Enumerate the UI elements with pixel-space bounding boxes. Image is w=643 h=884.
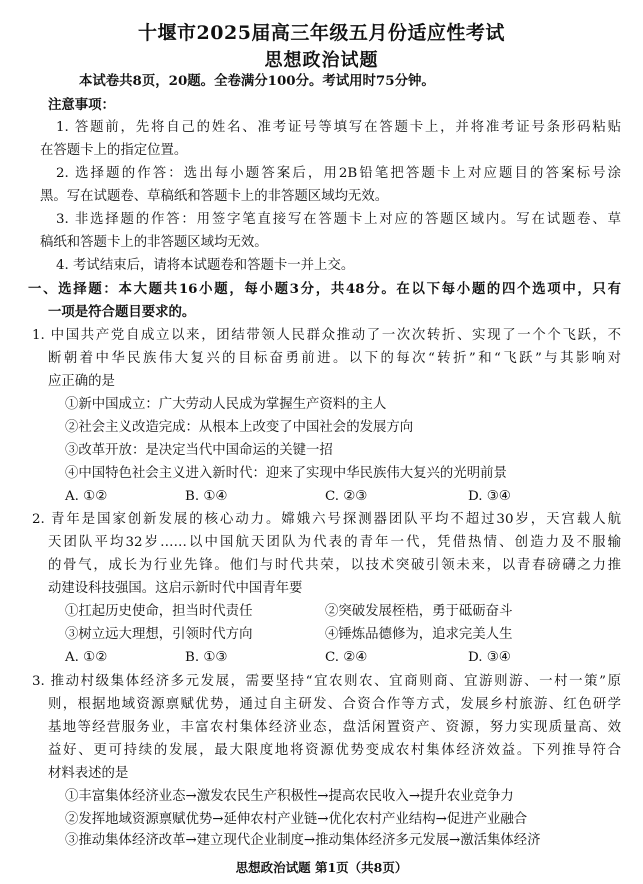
exam-title: 十堰市2025届高三年级五月份适应性考试: [138, 22, 505, 44]
q2-option-d[interactable]: D. ③④: [468, 650, 511, 665]
note-line-1: 1. 答题前，先将自己的姓名、准考证号等填写在答题卡上，并将准考证号条形码粘贴: [56, 120, 621, 135]
q1-item-4: ④中国特色社会主义进入新时代：迎来了实现中华民族伟大复兴的光明前景: [65, 466, 507, 481]
q1-stem-line-2: 断朝着中华民族伟大复兴的目标奋勇前进。以下的每次“转折”和“飞跃”与其影响对: [48, 351, 621, 366]
section-heading: 一、选择题：本大题共16小题，每小题3分，共48分。在以下每小题的四个选项中，只有: [28, 281, 621, 297]
q2-item-3: ③树立远大理想，引领时代方向: [65, 627, 253, 642]
q1-item-1: ①新中国成立：广大劳动人民成为掌握生产资料的主人: [65, 397, 387, 412]
note-line-4: 黑。写在试题卷、草稿纸和答题卡上的非答题区域均无效。: [40, 189, 389, 204]
q1-option-a[interactable]: A. ①②: [65, 489, 108, 504]
q2-stem-line-3: 的骨气，成长为行业先锋。他们与时代共荣，以技术突破引领未来，以青春磅礴之力推: [48, 558, 621, 573]
q3-stem-line-1: 3. 推动村级集体经济多元发展，需要坚持“宜农则农、宜商则商、宜游则游、一村一策”原: [32, 674, 621, 689]
note-line-6: 稿纸和答题卡上的非答题区域均无效。: [40, 235, 268, 250]
q2-stem-line-1: 2. 青年是国家创新发展的核心动力。嫦娥六号探测器团队平均不超过30岁，天宫载人航: [32, 512, 621, 527]
q2-item-2: ②突破发展桎梏，勇于砥砺奋斗: [325, 604, 513, 619]
q1-stem-line-1: 1. 中国共产党自成立以来，团结带领人民群众推动了一次次转折、实现了一个个飞跃，不: [32, 328, 621, 343]
q2-option-a[interactable]: A. ①②: [65, 650, 108, 665]
q3-stem-line-3: 基地等经营服务业，丰富农村集体经济业态，盘活闲置资产、资源，努力实现质量高、效: [48, 720, 621, 735]
note-line-2: 在答题卡上的指定位置。: [40, 143, 188, 158]
q1-stem-line-3: 应正确的是: [48, 374, 115, 389]
page-footer: 思想政治试题 第1页（共8页）: [235, 860, 408, 875]
q1-item-3: ③改革开放：是决定当代中国命运的关键一招: [65, 443, 333, 458]
q2-item-1: ①扛起历史使命，担当时代责任: [65, 604, 253, 619]
notes-heading: 注意事项：: [48, 97, 115, 113]
q2-item-4: ④锤炼品德修为，追求完美人生: [325, 627, 513, 642]
q3-stem-line-5: 材料表述的是: [48, 766, 129, 781]
q3-item-3: ③推动集体经济改革→建立现代企业制度→推动集体经济多元发展→激活集体经济: [65, 833, 541, 848]
q2-stem-line-2: 天团队平均32岁……以中国航天团队为代表的青年一代，凭借热情、创造力及不服输: [48, 535, 621, 550]
q3-stem-line-2: 则，根据地域资源禀赋优势，通过自主研发、合资合作等方式，发展乡村旅游、红色研学: [48, 697, 621, 712]
exam-subject-title: 思想政治试题: [264, 50, 379, 71]
q3-item-2: ②发挥地域资源禀赋优势→延伸农村产业链→优化农村产业结构→促进产业融合: [65, 812, 528, 827]
section-heading-cont: 一项是符合题目要求的。: [48, 304, 196, 320]
q3-item-1: ①丰富集体经济业态→激发农民生产积极性→提高农民收入→提升农业竞争力: [65, 789, 514, 804]
q1-option-c[interactable]: C. ②③: [325, 489, 368, 504]
note-line-3: 2. 选择题的作答：选出每小题答案后，用2B铅笔把答题卡上对应题目的答案标号涂: [56, 166, 621, 181]
exam-info: 本试卷共8页，20题。全卷满分100分。考试用时75分钟。: [79, 73, 435, 89]
note-line-5: 3. 非选择题的作答：用签字笔直接写在答题卡上对应的答题区域内。写在试题卷、草: [56, 212, 621, 227]
q1-item-2: ②社会主义改造完成：从根本上改变了中国社会的发展方向: [65, 420, 414, 435]
q2-option-c[interactable]: C. ②④: [325, 650, 368, 665]
q3-stem-line-4: 益好、更可持续的发展，最大限度地将资源优势变成农村集体经济效益。下列推导符合: [48, 743, 621, 758]
q2-stem-line-4: 动建设科技强国。这启示新时代中国青年要: [48, 581, 303, 596]
note-line-7: 4. 考试结束后，请将本试题卷和答题卡一并上交。: [56, 258, 355, 273]
q1-option-b[interactable]: B. ①④: [185, 489, 228, 504]
q1-option-d[interactable]: D. ③④: [468, 489, 511, 504]
q2-option-b[interactable]: B. ①③: [185, 650, 228, 665]
